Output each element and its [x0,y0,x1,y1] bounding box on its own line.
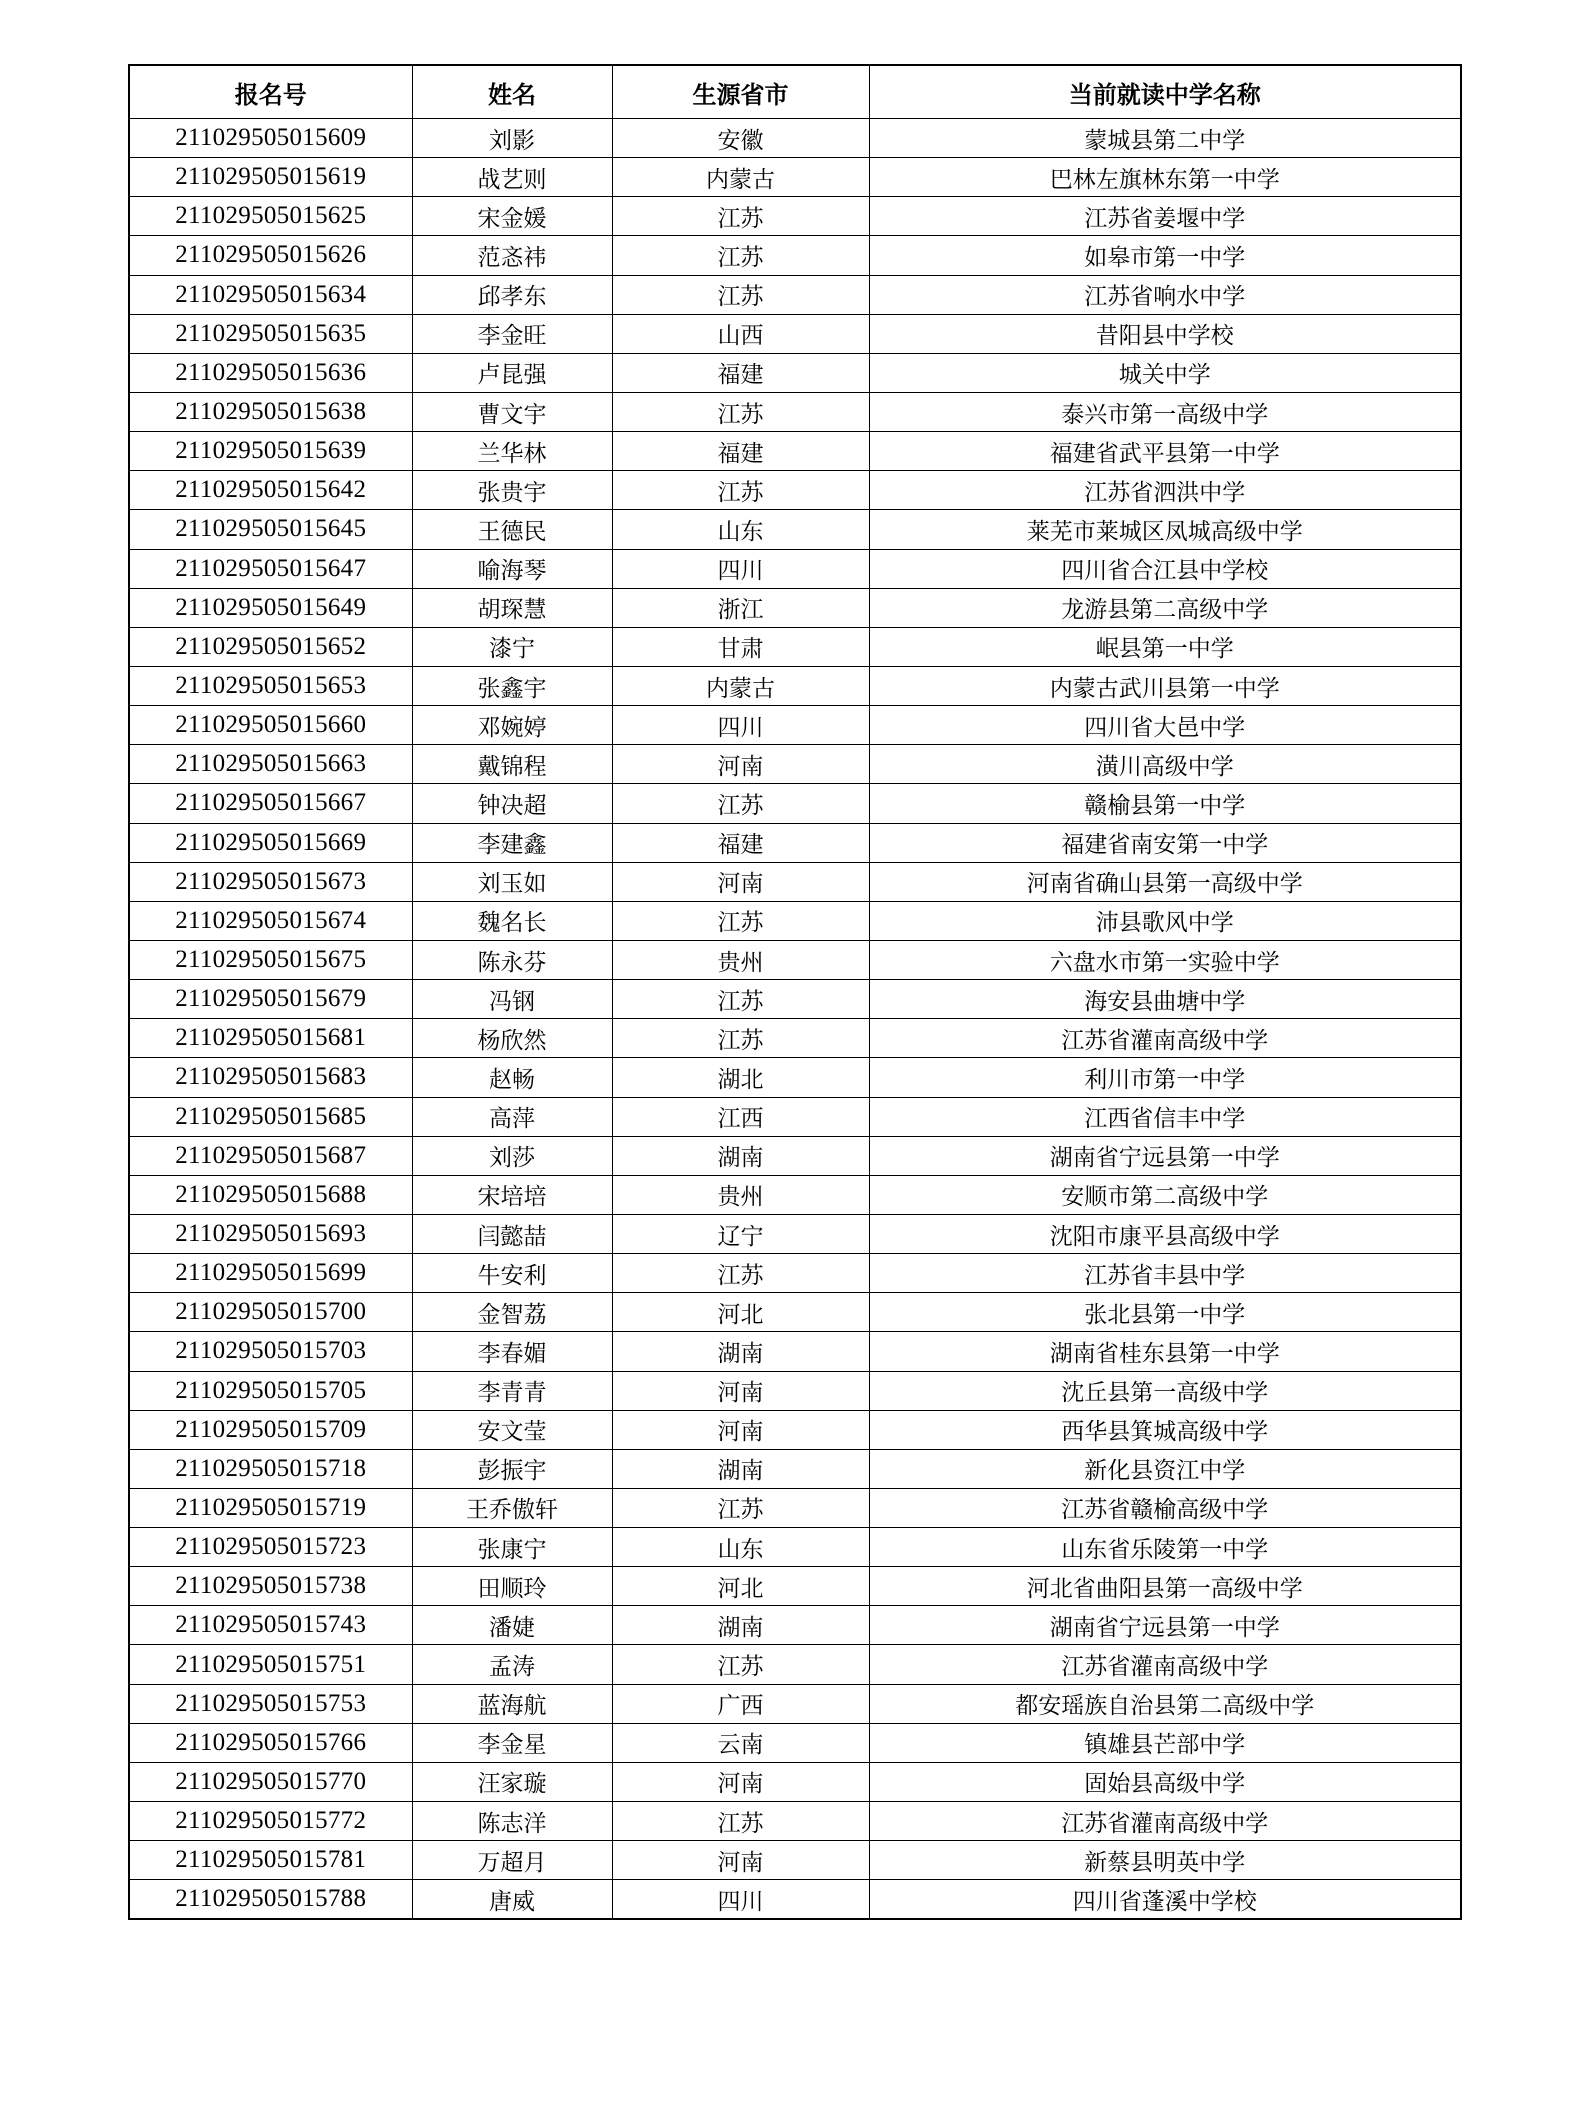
table-row [129,1371,1461,1410]
registration-number-cell: 211029505015687 [129,1136,412,1175]
registration-number-cell: 211029505015673 [129,862,412,901]
school-cell: 城关中学 [869,353,1461,392]
name-cell: 宋金媛 [412,197,612,236]
school-cell: 泰兴市第一高级中学 [869,392,1461,431]
table-row [129,1528,1461,1567]
registration-number-cell: 211029505015766 [129,1723,412,1762]
name-cell: 万超月 [412,1841,612,1880]
school-cell: 江苏省响水中学 [869,275,1461,314]
table-row [129,314,1461,353]
name-cell: 漆宁 [412,627,612,666]
registration-number-cell: 211029505015738 [129,1567,412,1606]
province-cell: 河北 [612,1293,869,1332]
registration-number-cell: 211029505015753 [129,1684,412,1723]
province-cell: 贵州 [612,1175,869,1214]
province-cell: 湖南 [612,1136,869,1175]
name-cell: 胡琛慧 [412,588,612,627]
name-cell: 李春媚 [412,1332,612,1371]
table-row [129,1645,1461,1684]
registration-number-cell: 211029505015652 [129,627,412,666]
school-cell: 岷县第一中学 [869,627,1461,666]
school-cell: 四川省蓬溪中学校 [869,1880,1461,1920]
table-row [129,1332,1461,1371]
header-name: 姓名 [412,65,612,119]
name-cell: 陈志洋 [412,1802,612,1841]
name-cell: 孟涛 [412,1645,612,1684]
table-row [129,197,1461,236]
province-cell: 山东 [612,1528,869,1567]
province-cell: 福建 [612,432,869,471]
table-row [129,1567,1461,1606]
province-cell: 江苏 [612,197,869,236]
province-cell: 福建 [612,353,869,392]
registration-number-cell: 211029505015619 [129,158,412,197]
province-cell: 湖北 [612,1058,869,1097]
province-cell: 江苏 [612,392,869,431]
province-cell: 江苏 [612,236,869,275]
school-cell: 四川省合江县中学校 [869,549,1461,588]
name-cell: 宋培培 [412,1175,612,1214]
province-cell: 辽宁 [612,1214,869,1253]
school-cell: 巴林左旗林东第一中学 [869,158,1461,197]
name-cell: 戴锦程 [412,745,612,784]
school-cell: 江苏省灌南高级中学 [869,1802,1461,1841]
province-cell: 湖南 [612,1606,869,1645]
name-cell: 安文莹 [412,1410,612,1449]
school-cell: 沛县歌风中学 [869,901,1461,940]
province-cell: 江苏 [612,1019,869,1058]
name-cell: 李金旺 [412,314,612,353]
registration-number-cell: 211029505015703 [129,1332,412,1371]
name-cell: 刘玉如 [412,862,612,901]
school-cell: 江苏省赣榆高级中学 [869,1488,1461,1527]
name-cell: 张贵宇 [412,471,612,510]
school-cell: 江苏省姜堰中学 [869,197,1461,236]
name-cell: 李建鑫 [412,823,612,862]
name-cell: 刘影 [412,119,612,158]
province-cell: 河南 [612,1371,869,1410]
school-cell: 如皋市第一中学 [869,236,1461,275]
name-cell: 田顺玲 [412,1567,612,1606]
registration-number-cell: 211029505015645 [129,510,412,549]
registration-number-cell: 211029505015681 [129,1019,412,1058]
province-cell: 江西 [612,1097,869,1136]
header-registration-number: 报名号 [129,65,412,119]
registration-number-cell: 211029505015642 [129,471,412,510]
name-cell: 曹文宇 [412,392,612,431]
table-row [129,1097,1461,1136]
province-cell: 云南 [612,1723,869,1762]
name-cell: 潘婕 [412,1606,612,1645]
name-cell: 李青青 [412,1371,612,1410]
table-row [129,275,1461,314]
registration-number-cell: 211029505015781 [129,1841,412,1880]
table-row [129,1841,1461,1880]
table-row [129,1488,1461,1527]
registration-number-cell: 211029505015647 [129,549,412,588]
table-row [129,1293,1461,1332]
school-cell: 沈阳市康平县高级中学 [869,1214,1461,1253]
registration-number-cell: 211029505015751 [129,1645,412,1684]
province-cell: 四川 [612,1880,869,1920]
province-cell: 江苏 [612,275,869,314]
province-cell: 甘肃 [612,627,869,666]
name-cell: 赵畅 [412,1058,612,1097]
registration-number-cell: 211029505015772 [129,1802,412,1841]
table-row [129,392,1461,431]
header-province: 生源省市 [612,65,869,119]
table-row [129,1449,1461,1488]
table-row [129,1762,1461,1801]
name-cell: 魏名长 [412,901,612,940]
registration-number-cell: 211029505015653 [129,666,412,705]
table-row [129,1880,1461,1920]
table-row [129,1019,1461,1058]
table-row [129,1058,1461,1097]
province-cell: 福建 [612,823,869,862]
name-cell: 张鑫宇 [412,666,612,705]
school-cell: 镇雄县芒部中学 [869,1723,1461,1762]
name-cell: 陈永芬 [412,940,612,979]
registration-number-cell: 211029505015718 [129,1449,412,1488]
province-cell: 内蒙古 [612,666,869,705]
table-row [129,745,1461,784]
table-row [129,1684,1461,1723]
registration-number-cell: 211029505015685 [129,1097,412,1136]
registration-number-cell: 211029505015674 [129,901,412,940]
name-cell: 高萍 [412,1097,612,1136]
table-row [129,706,1461,745]
name-cell: 范忞祎 [412,236,612,275]
registration-number-cell: 211029505015634 [129,275,412,314]
province-cell: 山东 [612,510,869,549]
name-cell: 王乔傲轩 [412,1488,612,1527]
province-cell: 湖南 [612,1332,869,1371]
school-cell: 六盘水市第一实验中学 [869,940,1461,979]
name-cell: 杨欣然 [412,1019,612,1058]
province-cell: 江苏 [612,901,869,940]
registration-number-cell: 211029505015788 [129,1880,412,1920]
school-cell: 江苏省丰县中学 [869,1254,1461,1293]
province-cell: 山西 [612,314,869,353]
registration-number-cell: 211029505015639 [129,432,412,471]
registration-number-cell: 211029505015660 [129,706,412,745]
school-cell: 四川省大邑中学 [869,706,1461,745]
school-cell: 潢川高级中学 [869,745,1461,784]
registration-number-cell: 211029505015663 [129,745,412,784]
school-cell: 江苏省泗洪中学 [869,471,1461,510]
registration-number-cell: 211029505015649 [129,588,412,627]
registration-number-cell: 211029505015693 [129,1214,412,1253]
province-cell: 湖南 [612,1449,869,1488]
registration-number-cell: 211029505015709 [129,1410,412,1449]
table-row [129,1723,1461,1762]
registration-number-cell: 211029505015609 [129,119,412,158]
province-cell: 广西 [612,1684,869,1723]
registration-number-cell: 211029505015699 [129,1254,412,1293]
table-row [129,940,1461,979]
table-row [129,1175,1461,1214]
table-row [129,862,1461,901]
table-row [129,432,1461,471]
school-cell: 河北省曲阳县第一高级中学 [869,1567,1461,1606]
name-cell: 蓝海航 [412,1684,612,1723]
province-cell: 四川 [612,706,869,745]
registration-number-cell: 211029505015719 [129,1488,412,1527]
school-cell: 莱芜市莱城区凤城高级中学 [869,510,1461,549]
registration-number-cell: 211029505015679 [129,980,412,1019]
table-row [129,353,1461,392]
name-cell: 王德民 [412,510,612,549]
school-cell: 海安县曲塘中学 [869,980,1461,1019]
name-cell: 战艺则 [412,158,612,197]
province-cell: 江苏 [612,1488,869,1527]
province-cell: 河南 [612,745,869,784]
province-cell: 浙江 [612,588,869,627]
school-cell: 固始县高级中学 [869,1762,1461,1801]
table-row [129,1410,1461,1449]
roster-table [128,64,1462,1920]
table-row [129,549,1461,588]
header-row [129,65,1461,119]
table-row [129,1214,1461,1253]
school-cell: 赣榆县第一中学 [869,784,1461,823]
province-cell: 河南 [612,1410,869,1449]
registration-number-cell: 211029505015700 [129,1293,412,1332]
roster-body [129,119,1461,1920]
province-cell: 河南 [612,1841,869,1880]
name-cell: 刘莎 [412,1136,612,1175]
table-row [129,158,1461,197]
registration-number-cell: 211029505015688 [129,1175,412,1214]
name-cell: 喻海琴 [412,549,612,588]
name-cell: 金智荔 [412,1293,612,1332]
registration-number-cell: 211029505015638 [129,392,412,431]
table-row [129,471,1461,510]
name-cell: 闫懿喆 [412,1214,612,1253]
name-cell: 卢昆强 [412,353,612,392]
school-cell: 沈丘县第一高级中学 [869,1371,1461,1410]
name-cell: 李金星 [412,1723,612,1762]
name-cell: 张康宁 [412,1528,612,1567]
school-cell: 山东省乐陵第一中学 [869,1528,1461,1567]
province-cell: 江苏 [612,1802,869,1841]
province-cell: 贵州 [612,940,869,979]
table-row [129,1606,1461,1645]
name-cell: 邱孝东 [412,275,612,314]
province-cell: 河南 [612,1762,869,1801]
province-cell: 四川 [612,549,869,588]
name-cell: 兰华林 [412,432,612,471]
school-cell: 湖南省宁远县第一中学 [869,1606,1461,1645]
province-cell: 江苏 [612,471,869,510]
school-cell: 新化县资江中学 [869,1449,1461,1488]
school-cell: 河南省确山县第一高级中学 [869,862,1461,901]
name-cell: 汪家璇 [412,1762,612,1801]
registration-number-cell: 211029505015625 [129,197,412,236]
table-row [129,119,1461,158]
registration-number-cell: 211029505015667 [129,784,412,823]
table-row [129,510,1461,549]
registration-number-cell: 211029505015626 [129,236,412,275]
registration-number-cell: 211029505015743 [129,1606,412,1645]
table-row [129,588,1461,627]
school-cell: 江苏省灌南高级中学 [869,1019,1461,1058]
table-row [129,666,1461,705]
school-cell: 安顺市第二高级中学 [869,1175,1461,1214]
name-cell: 钟决超 [412,784,612,823]
school-cell: 昔阳县中学校 [869,314,1461,353]
school-cell: 蒙城县第二中学 [869,119,1461,158]
school-cell: 都安瑶族自治县第二高级中学 [869,1684,1461,1723]
header-school: 当前就读中学名称 [869,65,1461,119]
school-cell: 新蔡县明英中学 [869,1841,1461,1880]
registration-number-cell: 211029505015723 [129,1528,412,1567]
registration-number-cell: 211029505015705 [129,1371,412,1410]
table-row [129,236,1461,275]
registration-number-cell: 211029505015770 [129,1762,412,1801]
school-cell: 西华县箕城高级中学 [869,1410,1461,1449]
name-cell: 邓婉婷 [412,706,612,745]
registration-number-cell: 211029505015635 [129,314,412,353]
name-cell: 唐威 [412,1880,612,1920]
table-row [129,901,1461,940]
school-cell: 江苏省灌南高级中学 [869,1645,1461,1684]
province-cell: 江苏 [612,1645,869,1684]
province-cell: 河北 [612,1567,869,1606]
school-cell: 福建省南安第一中学 [869,823,1461,862]
province-cell: 江苏 [612,980,869,1019]
registration-number-cell: 211029505015683 [129,1058,412,1097]
registration-number-cell: 211029505015636 [129,353,412,392]
school-cell: 湖南省桂东县第一中学 [869,1332,1461,1371]
registration-number-cell: 211029505015669 [129,823,412,862]
school-cell: 龙游县第二高级中学 [869,588,1461,627]
school-cell: 张北县第一中学 [869,1293,1461,1332]
name-cell: 彭振宇 [412,1449,612,1488]
table-row [129,1254,1461,1293]
table-row [129,627,1461,666]
province-cell: 内蒙古 [612,158,869,197]
school-cell: 利川市第一中学 [869,1058,1461,1097]
name-cell: 牛安利 [412,1254,612,1293]
school-cell: 福建省武平县第一中学 [869,432,1461,471]
table-row [129,823,1461,862]
table-row [129,784,1461,823]
name-cell: 冯钢 [412,980,612,1019]
province-cell: 江苏 [612,784,869,823]
table-row [129,1136,1461,1175]
school-cell: 江西省信丰中学 [869,1097,1461,1136]
province-cell: 江苏 [612,1254,869,1293]
school-cell: 内蒙古武川县第一中学 [869,666,1461,705]
table-row [129,980,1461,1019]
province-cell: 安徽 [612,119,869,158]
province-cell: 河南 [612,862,869,901]
table-row [129,1802,1461,1841]
registration-number-cell: 211029505015675 [129,940,412,979]
school-cell: 湖南省宁远县第一中学 [869,1136,1461,1175]
